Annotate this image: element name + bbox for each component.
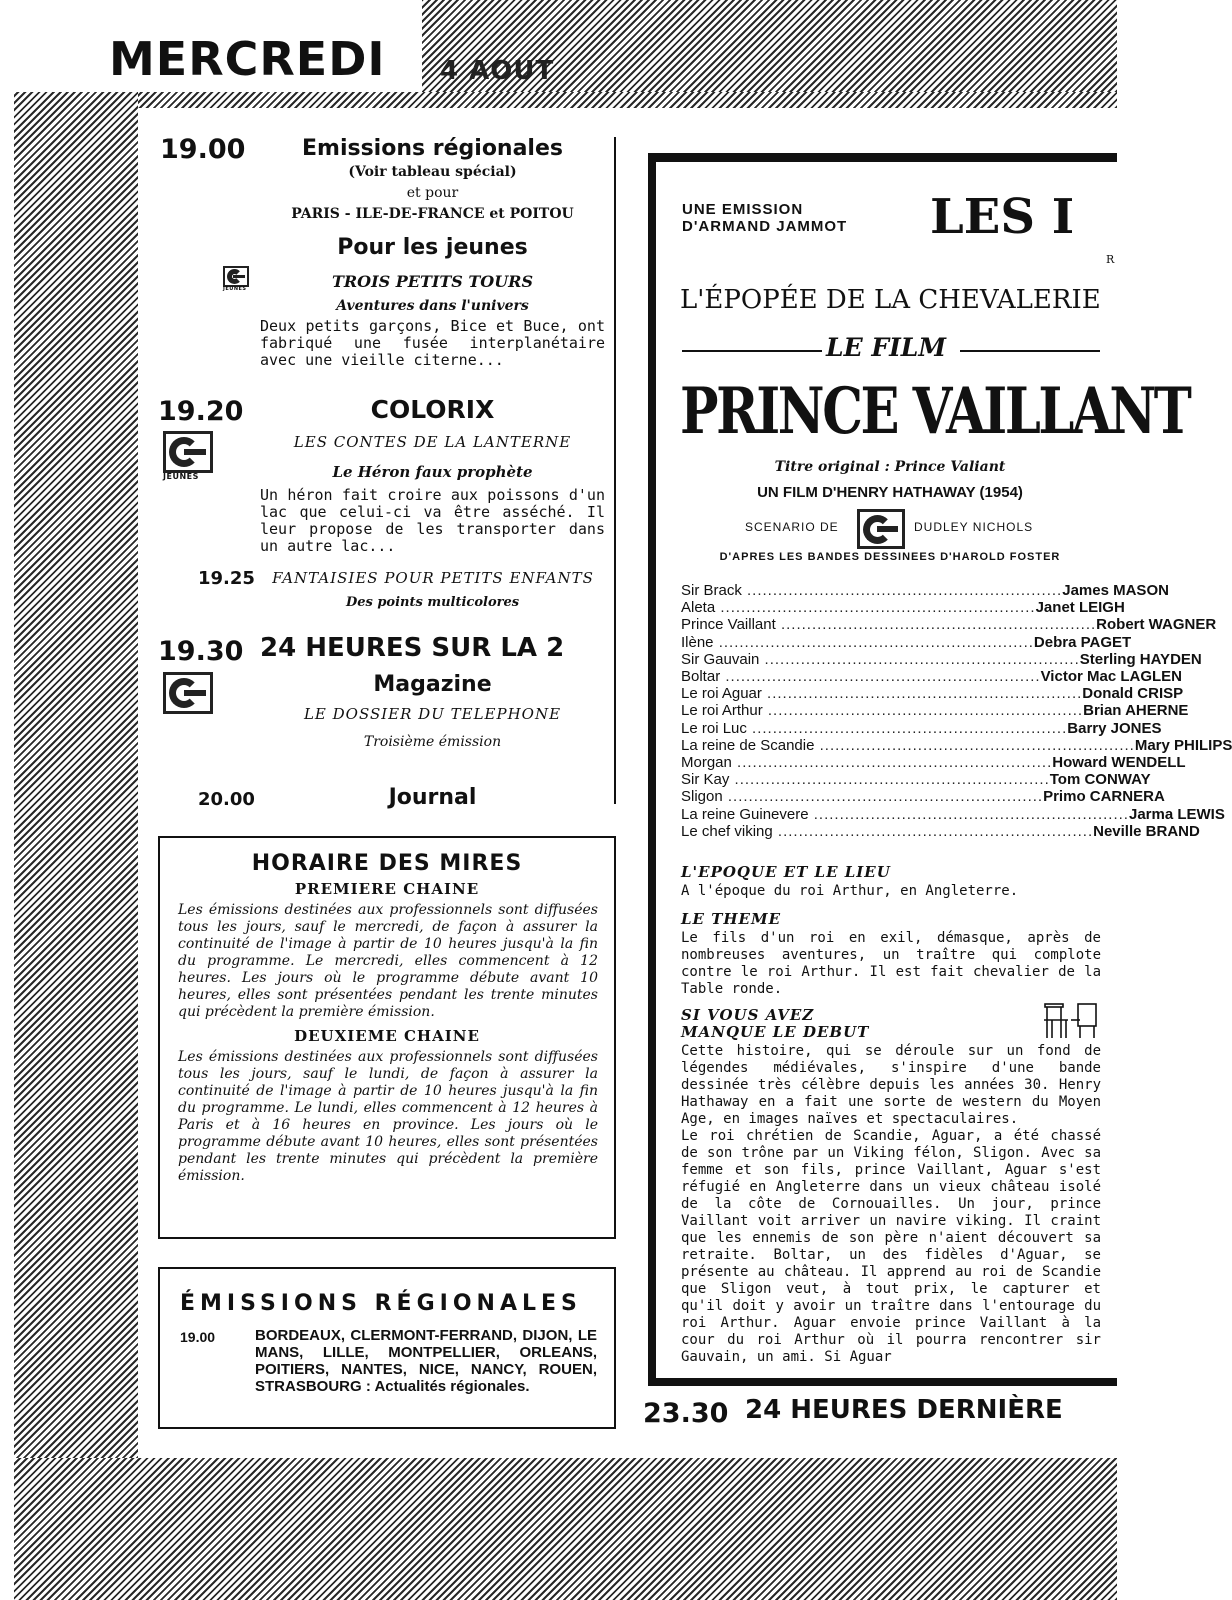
cast-role: La reine de Scandie [681,736,815,754]
series-title: LES I [930,189,1075,245]
le-film-label: LE FILM [826,333,947,362]
epoque-title: L'EPOQUE ET LE LIEU [681,863,891,881]
show-fantaisies: FANTAISIES POUR PETITS ENFANTS [272,569,594,587]
cast-actor: James MASON [1062,582,1169,599]
cast-actor: Brian AHERNE [1083,702,1189,720]
hatch-left [14,92,138,1600]
cast-actor: Tom CONWAY [1049,771,1151,789]
cast-row [681,702,1189,720]
regionales-title: ÉMISSIONS RÉGIONALES [180,1291,582,1316]
show-subtitle: Le Héron faux prophète [332,463,533,481]
regionales-time: 19.00 [180,1329,216,1345]
time-2330: 23.30 [643,1398,729,1429]
show-subtitle: Aventures dans l'univers [336,298,529,314]
program-title-24h-derniere: 24 HEURES DERNIÈRE [745,1395,1063,1425]
cast-role: Boltar [681,668,721,686]
cast-actor: Neville BRAND [1093,822,1200,840]
cast-dots: ............................................................. [814,736,1135,754]
cast-row [681,771,1151,789]
debut-title-line2: MANQUE LE DEBUT [681,1023,870,1041]
cast-row [681,668,1182,686]
debut-paragraph-2: Le roi chrétien de Scandie, Aguar, a été chassé de son trône par un Viking félon, Sligon. Avec sa femme et son fils, prince Vaillant, Aguar s'est réfugié en Angleterre dans un vieux château isolé de la côte de Cornouailles. Un jour, prince Vaillant voit arriver un navire viking. Il craint que les ennemis de son père n'aient découvert sa retraite. Boltar, un des fidèles d'Aguar, se présente au château. Il apprend au roi de Scandie que Sligon veut, à tout prix, le capturer et qu'il doit y avoir un traître dans l'entourage du roi Arthur. Aguar envoie prince Vaillant à la cour du roi Arthur où il pourra rencontrer sir Gauvain, un ami. Si Aguar [681,1128,1101,1365]
cast-role: Prince Vaillant [681,616,776,634]
theme-text: Le fils d'un roi en exil, démasque, après de nombreuses aventures, un traître qui complote contre le roi Arthur. Il est fait chevalier de la Table ronde. [681,930,1101,997]
director-line: UN FILM D'HENRY HATHAWAY (1954) [757,484,1023,501]
debut-title-line1: SI VOUS AVEZ [681,1006,815,1024]
cast-role: Sir Brack [681,582,742,599]
show-subtitle: Troisième émission [363,734,502,750]
cast-role: Sir Gauvain [681,650,760,668]
cast-role: Sligon [681,788,723,806]
cast-actor: Barry JONES [1067,719,1162,737]
time-1900: 19.00 [160,134,246,165]
mires-ch1-title: PREMIERE CHAINE [294,880,480,898]
show-trois-petits-tours: TROIS PETITS TOURS [331,272,534,291]
cast-dots: ............................................................. [772,822,1094,840]
cast-dots: ............................................................. [713,633,1034,651]
channel-c-logo [857,509,905,549]
regionales-text: BORDEAUX, CLERMONT-FERRAND, DIJON, LE MANS, LILLE, MONTPELLIER, ORLEANS, POITIERS, NANTES, NICE, NANCY, ROUEN, STRASBOURG : Actualités régionales. [255,1327,597,1395]
hatch-bottom [14,1458,1117,1600]
film-box-bottom-border [648,1378,1117,1386]
time-1920: 19.20 [158,396,244,427]
cast-dots: ............................................................. [762,702,1084,720]
mires-ch2-title: DEUXIEME CHAINE [294,1027,480,1045]
program-note: (Voir tableau spécial) [348,164,517,180]
cast-row [681,719,1162,737]
epopee-title: L'ÉPOPÉE DE LA CHEVALERIE [680,285,1101,315]
hatch-top-band [14,92,1117,108]
cast-row [681,633,1132,651]
time-2000: 20.00 [198,789,255,810]
column-divider [614,137,616,804]
cast-row [681,754,1186,772]
cast-dots: ............................................................. [720,668,1041,686]
time-1925: 19.25 [198,568,255,589]
cast-row [681,616,1217,634]
cast-actor: Robert WAGNER [1096,616,1217,634]
mires-ch1-text: Les émissions destinées aux professionnels sont diffusées tous les jours, sauf le mercredi, de façon à assurer la continuité de l'image à partir de 10 heures jusqu'à la fin du programme. Le mercredi, elles commencent à 12 heures. Les jours où le programme débute avant 10 heures, elles sont présentées pendant les trente minutes qui précèdent la première émission. [178,902,598,1020]
show-subtitle: Des points multicolores [345,595,520,610]
cast-role: Le roi Arthur [681,702,763,720]
theme-title: LE THEME [681,910,782,928]
cast-dots: ............................................................. [729,771,1050,789]
cast-dots: ............................................................. [746,719,1068,737]
cast-row [681,599,1125,617]
cast-actor: Janet LEIGH [1035,599,1125,617]
cast-row [681,788,1165,806]
section-magazine: Magazine [373,672,492,697]
cast-role: Ilène [681,633,714,651]
chairs-icon [1040,1000,1100,1040]
debut-paragraph-1: Cette histoire, qui se déroule sur un fond de légendes médiévales, s'inspire d'une bande dessinée très célèbre depuis les années 30. Henry Hathaway en a fait une sorte de western du Moyen Age, en images naïves et spectaculaires. [681,1043,1101,1127]
cast-actor: Victor Mac LAGLEN [1040,668,1182,686]
cast-dots: ............................................................. [761,685,1083,703]
time-1930: 19.30 [158,636,244,667]
cast-role: La reine Guinevere [681,805,809,823]
le-film-rule-right [960,350,1100,352]
cast-row [681,805,1225,823]
cast-row [681,822,1200,840]
day-title: MERCREDI [105,30,396,88]
program-description: Deux petits garçons, Bice et Buce, ont fabriqué une fusée interplanétaire avec une vieille citerne... [260,317,605,369]
cast-role: Le roi Aguar [681,685,762,703]
jeunes-label: JEUNES [163,472,199,481]
cast-actor: Sterling HAYDEN [1079,650,1202,668]
program-regions: PARIS - ILE-DE-FRANCE et POITOU [291,206,574,222]
original-title: Titre original : Prince Valiant [774,459,1006,475]
cast-dots: ............................................................. [759,650,1080,668]
cast-actor: Mary PHILIPS [1134,736,1232,754]
cast-actor: Donald CRISP [1082,685,1184,703]
section-pour-les-jeunes: Pour les jeunes [337,235,528,260]
jeunes-label: JEUNES [223,286,247,292]
cast-row [681,685,1184,703]
based-on-line: D'APRES LES BANDES DESSINEES D'HAROLD FOSTER [719,551,1061,563]
cast-list [681,582,1232,840]
cast-role: Sir Kay [681,771,730,789]
program-title-journal: Journal [388,785,477,810]
series-cut: R [1106,253,1115,266]
producer-line1: UNE EMISSION [682,201,804,218]
channel-c-logo [163,431,213,473]
cast-dots: ............................................................. [775,616,1097,634]
channel-c-logo [223,266,249,287]
program-description: Un héron fait croire aux poissons d'un lac que celui-ci va être asséché. Il leur propose de les transporter dans un autre lac... [260,486,605,555]
producer-line2: D'ARMAND JAMMOT [682,218,848,235]
mires-title: HORAIRE DES MIRES [251,851,523,876]
cast-role: Aleta [681,599,716,617]
program-title-colorix: COLORIX [370,395,495,424]
cast-dots: ............................................................. [715,599,1036,617]
cast-dots: ............................................................. [722,788,1044,806]
cast-role: Le chef viking [681,822,773,840]
cast-dots: ............................................................. [808,805,1129,823]
program-title-24h: 24 HEURES SUR LA 2 [260,633,565,663]
mires-box [158,836,616,1239]
cast-actor: Debra PAGET [1033,633,1132,651]
scenario-author: DUDLEY NICHOLS [914,520,1034,534]
show-dossier-telephone: LE DOSSIER DU TELEPHONE [303,705,562,723]
program-title-regionales: Emissions régionales [302,136,563,161]
cast-role: Le roi Luc [681,719,747,737]
cast-row [681,582,1169,599]
cast-dots: ............................................................. [731,754,1053,772]
scenario-label: SCENARIO DE [745,520,839,534]
mires-ch2-text: Les émissions destinées aux professionnels sont diffusées tous les jours, sauf le lundi, de façon à assurer la continuité de l'image à partir de 10 heures jusqu'à la fin du programme. Le lundi, elles commencent à 12 heures à Paris et à 16 heures en province. Les jours où le programme débute avant 10 heures, elles sont présentées pendant les trente minutes qui précèdent la première émission. [178,1049,598,1184]
hatch-top-right [422,0,1117,106]
cast-actor: Jarma LEWIS [1128,805,1225,823]
film-box-top-border [648,153,1117,162]
cast-actor: Primo CARNERA [1043,788,1165,806]
film-title: PRINCE VAILLANT [680,374,1190,449]
show-contes-lanterne: LES CONTES DE LA LANTERNE [293,433,572,451]
cast-row [681,736,1232,754]
channel-c-logo [163,672,213,714]
cast-role: Morgan [681,754,732,772]
cast-dots: ............................................................. [741,582,1063,599]
cast-actor: Howard WENDELL [1052,754,1186,772]
regionales-box [158,1267,616,1429]
cast-row [681,650,1202,668]
date-label: 4 AOUT [440,56,555,86]
le-film-rule-left [682,350,822,352]
program-note2: et pour [406,185,459,201]
film-box-left-border-lower [648,153,656,1386]
epoque-text: A l'époque du roi Arthur, en Angleterre. [681,883,1019,899]
